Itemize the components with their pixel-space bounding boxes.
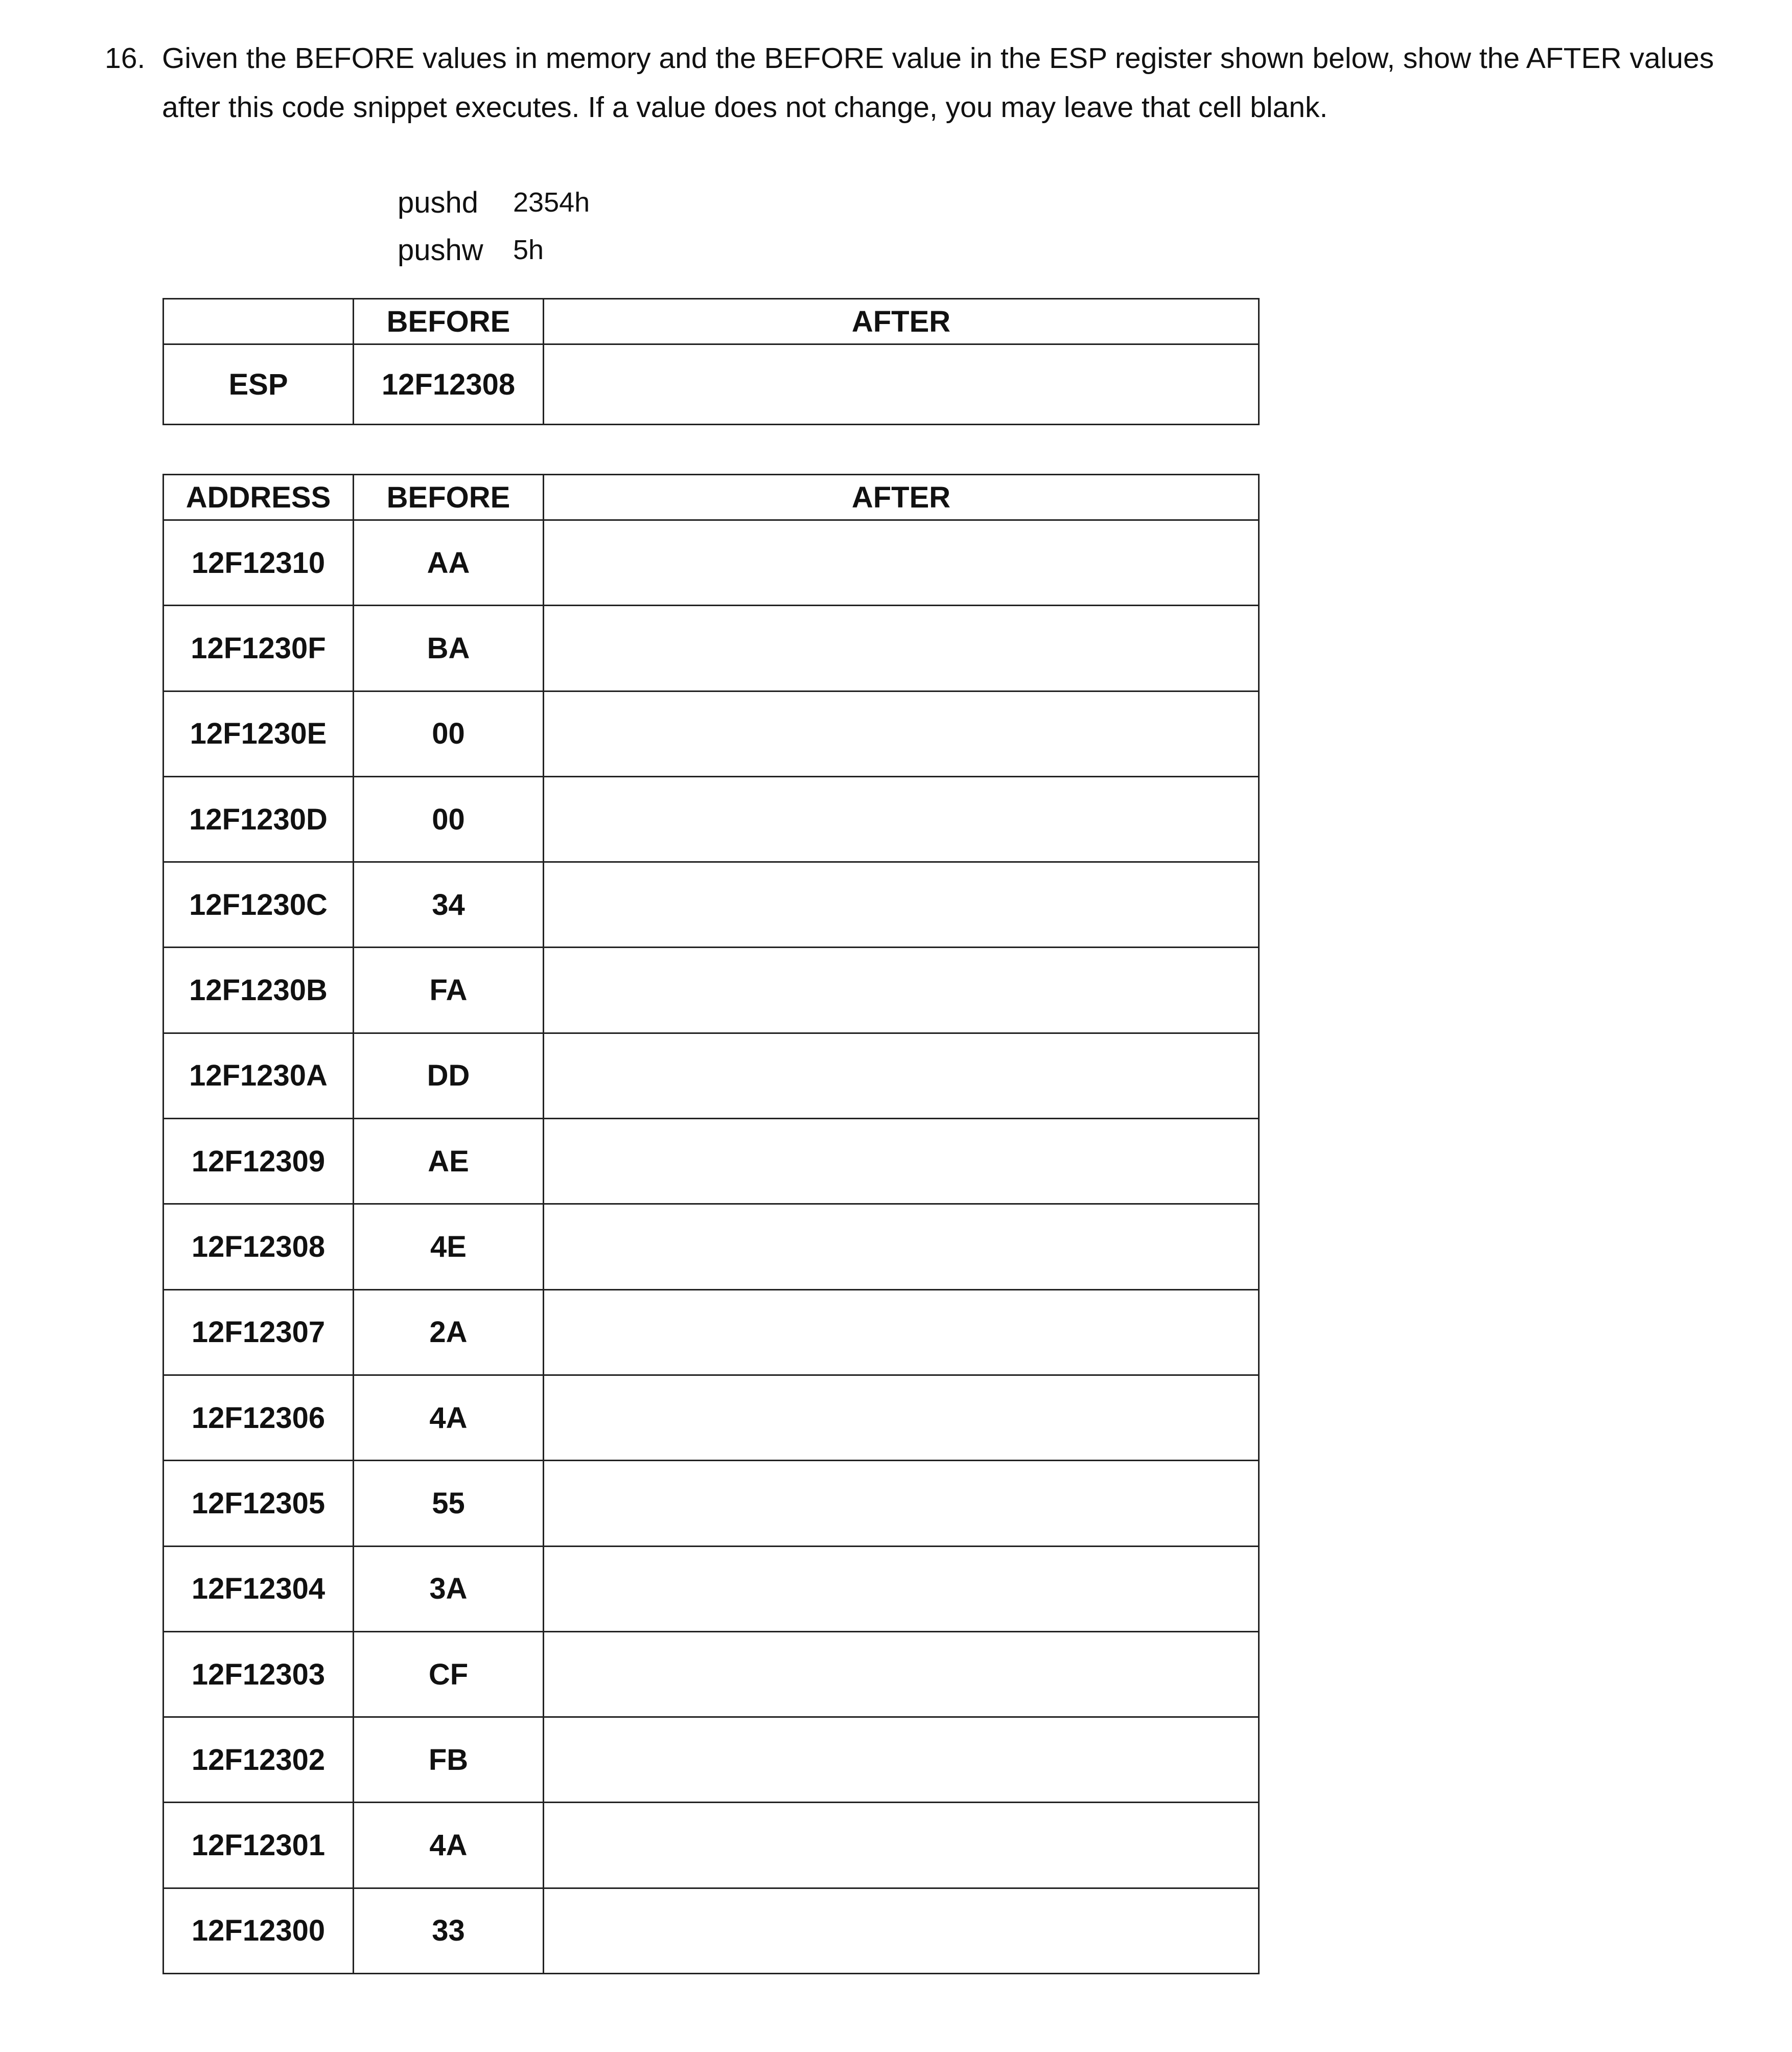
memory-address-cell: 12F12304 [164,1546,354,1631]
memory-after-cell[interactable] [544,1204,1259,1289]
memory-row [164,1717,1259,1803]
memory-after-cell[interactable] [544,862,1259,948]
memory-row [164,1461,1259,1546]
memory-after-cell[interactable] [544,1631,1259,1717]
code-line [398,226,590,274]
memory-row [164,691,1259,776]
memory-before-cell: 33 [354,1888,544,1973]
memory-before-cell: 2A [354,1289,544,1375]
memory-address-cell: 12F12307 [164,1289,354,1375]
memory-address-cell: 12F12309 [164,1119,354,1204]
memory-address-cell: 12F12300 [164,1888,354,1973]
memory-after-cell[interactable] [544,776,1259,862]
memory-row [164,1888,1259,1973]
memory-before-cell: AE [354,1119,544,1204]
memory-address-cell: 12F1230A [164,1033,354,1118]
memory-after-cell[interactable] [544,1546,1259,1631]
memory-row [164,1289,1259,1375]
memory-address-cell: 12F12308 [164,1204,354,1289]
memory-address-cell: 12F12303 [164,1631,354,1717]
memory-row [164,862,1259,948]
esp-row [164,344,1259,425]
memory-after-cell[interactable] [544,1461,1259,1546]
memory-row [164,1546,1259,1631]
memory-address-cell: 12F12305 [164,1461,354,1546]
memory-before-cell: 00 [354,776,544,862]
memory-before-cell: AA [354,520,544,606]
memory-header-before: BEFORE [354,475,544,520]
memory-after-cell[interactable] [544,1119,1259,1204]
memory-table-body [164,475,1259,1974]
memory-address-cell: 12F1230D [164,776,354,862]
code-line [398,179,590,226]
memory-after-cell[interactable] [544,691,1259,776]
memory-address-cell: 12F12310 [164,520,354,606]
memory-address-cell: 12F1230B [164,948,354,1033]
memory-header-address: ADDRESS [164,475,354,520]
memory-address-cell: 12F12301 [164,1803,354,1888]
memory-before-cell: 4A [354,1803,544,1888]
question-number: 16. [105,42,146,75]
esp-table [162,298,1260,425]
memory-address-cell: 12F1230C [164,862,354,948]
esp-header-before: BEFORE [354,299,544,344]
code-snippet [398,179,590,274]
memory-row [164,1204,1259,1289]
esp-label: ESP [164,344,354,425]
memory-address-cell: 12F12306 [164,1375,354,1460]
code-op: pushw [398,234,483,267]
esp-before-value: 12F12308 [354,344,544,425]
memory-row [164,1375,1259,1460]
memory-row [164,606,1259,691]
memory-before-cell: 4A [354,1375,544,1460]
memory-after-cell[interactable] [544,1375,1259,1460]
memory-before-cell: CF [354,1631,544,1717]
esp-header-row [164,299,1259,344]
memory-before-cell: 4E [354,1204,544,1289]
code-arg: 2354h [513,187,590,218]
memory-header-after: AFTER [544,475,1259,520]
memory-after-cell[interactable] [544,520,1259,606]
memory-before-cell: FA [354,948,544,1033]
esp-header-blank [164,299,354,344]
memory-after-cell[interactable] [544,1289,1259,1375]
memory-row [164,1631,1259,1717]
memory-row [164,948,1259,1033]
memory-before-cell: BA [354,606,544,691]
memory-row [164,776,1259,862]
memory-row [164,1033,1259,1118]
code-arg: 5h [513,235,544,265]
memory-address-cell: 12F1230F [164,606,354,691]
memory-before-cell: 34 [354,862,544,948]
memory-after-cell[interactable] [544,606,1259,691]
code-op: pushd [398,186,479,219]
esp-header-after: AFTER [544,299,1259,344]
memory-after-cell[interactable] [544,1803,1259,1888]
memory-row [164,1803,1259,1888]
memory-before-cell: 3A [354,1546,544,1631]
memory-row [164,1119,1259,1204]
memory-after-cell[interactable] [544,1888,1259,1973]
memory-address-cell: 12F1230E [164,691,354,776]
memory-after-cell[interactable] [544,948,1259,1033]
memory-before-cell: FB [354,1717,544,1803]
memory-after-cell[interactable] [544,1717,1259,1803]
memory-before-cell: DD [354,1033,544,1118]
memory-header-row [164,475,1259,520]
memory-before-cell: 00 [354,691,544,776]
memory-table [162,474,1260,1974]
question-text: Given the BEFORE values in memory and the BEFORE value in the ESP register shown below, show the AFTER values after this code snippet executes. If a value does not change, you may leave that cell blank. [162,42,1714,124]
memory-after-cell[interactable] [544,1033,1259,1118]
memory-row [164,520,1259,606]
memory-before-cell: 55 [354,1461,544,1546]
memory-address-cell: 12F12302 [164,1717,354,1803]
esp-after-cell[interactable] [544,344,1259,425]
